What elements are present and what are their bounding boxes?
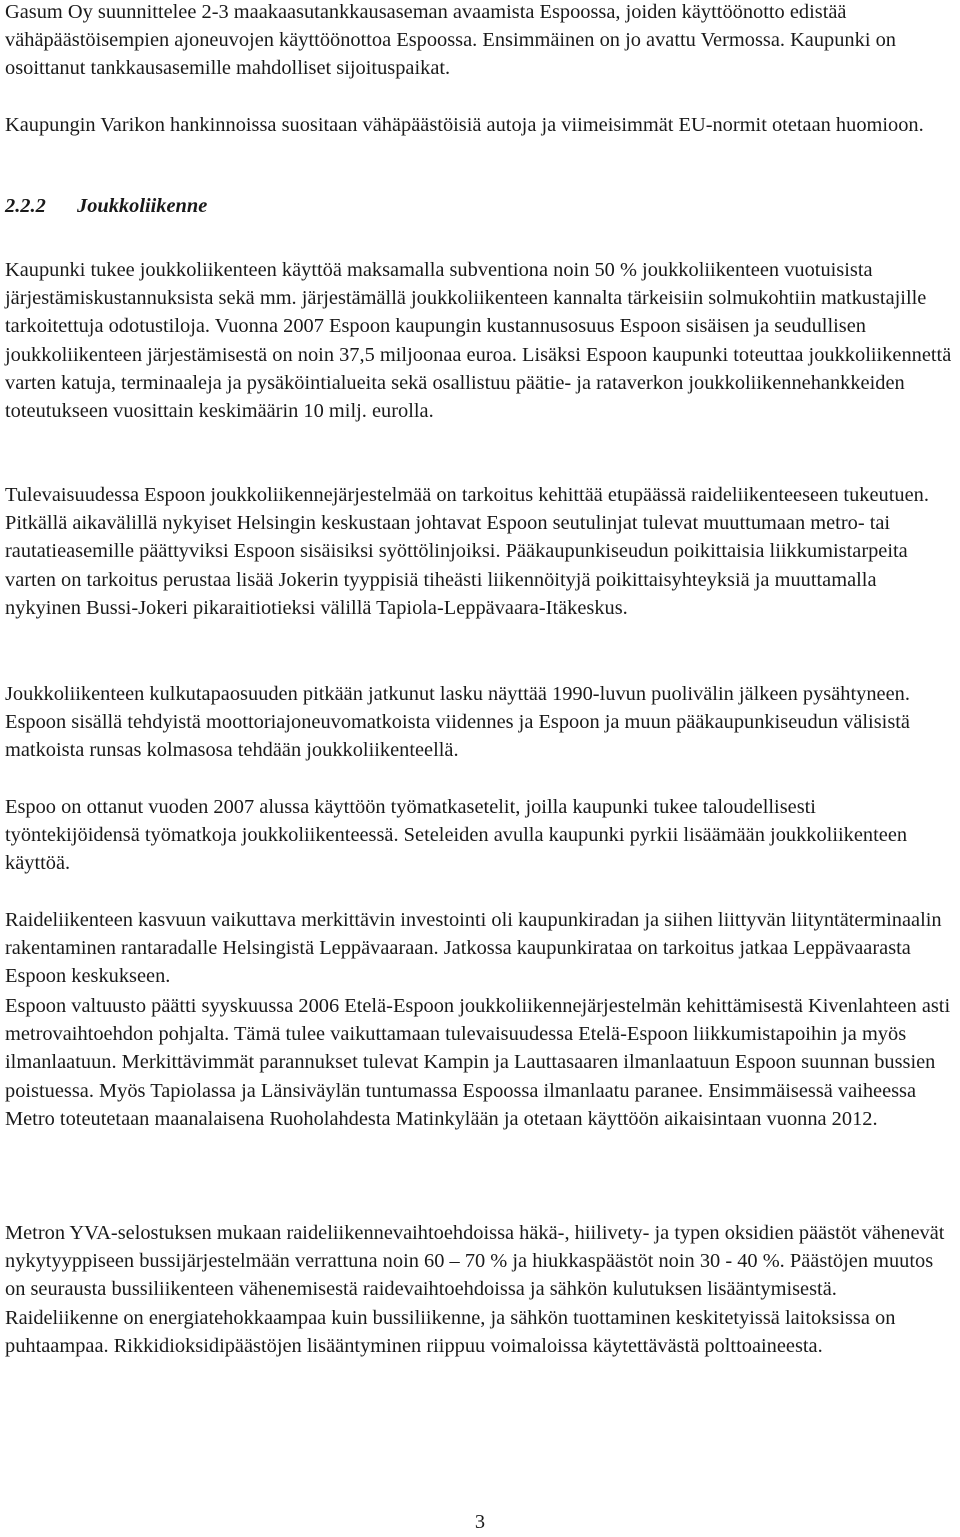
paragraph-varikko: Kaupungin Varikon hankinnoissa suositaan vähäpäästöisiä autoja ja viimeisimmät EU-normit otetaan huomioon.: [5, 114, 924, 136]
section-number: 2.2.2: [5, 195, 46, 217]
paragraph-metro-decision: Espoon valtuusto päätti syyskuussa 2006 Etelä-Espoon joukkoliikennejärjestelmän kehittämisestä Kivenlahteen asti metrovaihtoehdon pohjalta. Tämä tulee vaikuttamaan tulevaisuudessa Etelä-Espoon liikkumistapoihin ja myös ilmanlaatuun. Merkittävimmät parannukset tulevat Kampin ja Lauttasaaren ilmanlaatuun Espoon suunnan bussien poistuessa. Myös Tapiolassa ja Länsiväylän tuntumassa Espoossa ilmanlaatu paranee. Ensimmäisessä vaiheessa Metro toteutetaan maanalaisena Ruoholahdesta Matinkylään ja otetaan käyttöön aikaisintaan vuonna 2012.: [5, 995, 951, 1130]
paragraph-gasum: Gasum Oy suunnittelee 2-3 maakaasutankkausaseman avaamista Espoossa, joiden käyttöönotto edistää vähäpäästöisempien ajoneuvojen käyttöönottoa Espoossa. Ensimmäinen on jo avattu Vermossa. Kaupunki on osoittanut tankkausasemille mahdolliset sijoituspaikat.: [5, 1, 896, 80]
paragraph-yva: Metron YVA-selostuksen mukaan raideliikennevaihtoehdoissa häkä-, hiilivety- ja typen oksidien päästöt vähenevät nykytyyppiseen bussijärjestelmään verrattuna noin 60 – 70 % ja hiukkaspäästöt noin 30 - 40 %. Päästöjen muutos on seurausta bussiliikenteen vähenemisestä raidevaihtoehdoissa ja sähkön kulutuksen lisääntymisestä. Raideliikenne on energiatehokkaampaa kuin bussiliikenne, ja sähkön tuottaminen keskitetyissä laitoksissa on puhtaampaa. Rikkidioksidipäästöjen lisääntyminen riippuu voimaloissa käytettävästä polttoaineesta.: [5, 1222, 945, 1357]
section-title: Joukkoliikenne: [77, 195, 208, 217]
paragraph-future: Tulevaisuudessa Espoon joukkoliikennejärjestelmää on tarkoitus kehittää etupäässä raideliikenteeseen tukeutuen. Pitkällä aikavälillä nykyiset Helsingin keskustaan johtavat Espoon seutulinjat tulevat muuttumaan metro- tai rautatieasemille päättyviksi Espoon sisäisiksi syöttölinjoiksi. Pääkaupunkiseudun poikittaisia liikkumistarpeita varten on tarkoitus perustaa lisää Jokerin tyyppisiä tiheästi liikennöityjä poikittaisyhteyksiä ja muuttamalla nykyinen Bussi-Jokeri pikaraitiotieksi välillä Tapiola-Leppävaara-Itäkeskus.: [5, 484, 929, 619]
paragraph-modal-share: Joukkoliikenteen kulkutapaosuuden pitkään jatkunut lasku näyttää 1990-luvun puolivälin jälkeen pysähtyneen. Espoon sisällä tehdyistä moottoriajoneuvomatkoista viidennes ja Espoon ja muun pääkaupunkiseudun välisistä matkoista runsas kolmasosa tehdään joukkoliikenteellä.: [5, 683, 910, 762]
paragraph-rail: Raideliikenteen kasvuun vaikuttava merkittävin investointi oli kaupunkiradan ja siihen liittyvän liityntäterminaalin rakentaminen rantaradalle Helsingistä Leppävaaraan. Jatkossa kaupunkirataa on tarkoitus jatkaa Leppävaarasta Espoon keskukseen.: [5, 909, 942, 988]
section-heading: [5, 192, 207, 220]
paragraph-commuter-vouchers: Espoo on ottanut vuoden 2007 alussa käyttöön työmatkasetelit, joilla kaupunki tukee taloudellisesti työntekijöidensä työmatkoja joukkoliikenteessä. Seteleiden avulla kaupunki pyrkii lisäämään joukkoliikenteen käyttöä.: [5, 796, 908, 875]
page-number: 3: [474, 1511, 486, 1533]
paragraph-subvention: Kaupunki tukee joukkoliikenteen käyttöä maksamalla subventiona noin 50 % joukkoliikenteen vuotuisista järjestämiskustannuksista sekä mm. järjestämällä joukkoliikenteen kannalta tärkeisiin solmukohtiin matkustajille tarkoitettuja odotustiloja. Vuonna 2007 Espoon kaupungin kustannusosuus Espoon sisäisen ja seudullisen joukkoliikenteen järjestämisestä on noin 37,5 miljoonaa euroa. Lisäksi Espoon kaupunki toteuttaa joukkoliikennettä varten katuja, terminaaleja ja pysäköintialueita sekä osallistuu päätie- ja rataverkon joukkoliikennehankkeiden toteutukseen vuosittain keskimäärin 10 milj. eurolla.: [5, 259, 952, 423]
